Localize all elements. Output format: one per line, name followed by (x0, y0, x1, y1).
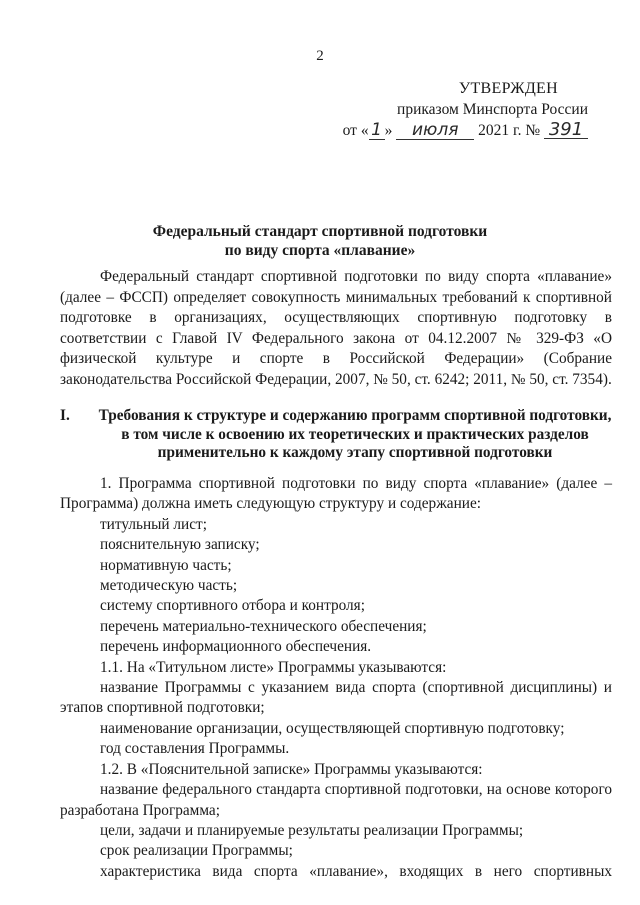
list-item: перечень материально-технического обеспечения; (100, 617, 427, 635)
list-item: титульный лист; (100, 515, 207, 533)
page-number: 2 (316, 48, 324, 64)
list-item: нормативную часть; (100, 556, 232, 574)
paragraph: 1. Программа спортивной подготовки по виду спорта «плавание» (далее – Программа) должна иметь следующую структуру и содержание: (60, 475, 612, 513)
list-item: характеристика вида спорта «плавание», входящих в него спортивных (100, 862, 612, 880)
intro-paragraph (60, 267, 612, 390)
date-year: 2021 г. № (478, 122, 541, 139)
list-item: название федерального стандарта спортивной подготовки, на основе которого разработана Программа; (60, 781, 612, 819)
intro-text: Федеральный стандарт спортивной подготовки по виду спорта «плавание» (далее – ФССП) определяет совокупность минимальных требований к спортивной подготовке в организациях, осуществляющих спортивную подготовку в соответствии с Главой IV Федерального закона от 04.12.2007 № 329-ФЗ «О физической культуре и спорте в Российской Федерации» (Собрание законодательства Российской Федерации, 2007, № 50, ст. 6242; 2011, № 50, ст. 7354). (60, 268, 612, 388)
paragraph: 1.1. На «Титульном листе» Программы указываются: (100, 658, 447, 676)
list-item: год составления Программы. (100, 740, 290, 758)
list-item: наименование организации, осуществляющей спортивную подготовку; (100, 719, 565, 737)
section-title-line-3: применительно к каждому этапу спортивной подготовки (157, 444, 553, 461)
date-prefix: от « (342, 122, 369, 139)
list-item: срок реализации Программы; (100, 842, 293, 860)
handwritten-day: 1 (369, 122, 385, 140)
list-item: систему спортивного отбора и контроля; (100, 597, 365, 615)
section-body (60, 474, 612, 882)
list-item: цели, задачи и планируемые результаты реализации Программы; (100, 821, 524, 839)
list-item: название Программы с указанием вида спорта (спортивной дисциплины) и этапов спортивной подготовки; (60, 679, 612, 717)
list-item: пояснительную записку; (100, 536, 260, 554)
approval-stamp (343, 78, 588, 141)
section-title (98, 407, 612, 463)
section-heading (60, 407, 612, 463)
handwritten-order-number: 391 (544, 121, 588, 139)
date-close-quote: » (384, 122, 393, 139)
document-title (0, 222, 640, 260)
approval-date-line (343, 120, 588, 141)
paragraph: 1.2. В «Пояснительной записке» Программы указываются: (100, 760, 483, 778)
handwritten-month: июля (396, 122, 474, 140)
section-title-line-1: Требования к структуре и содержанию программ спортивной подготовки, (98, 407, 612, 424)
title-line-2: по виду спорта «плавание» (224, 242, 416, 259)
approval-order-line: приказом Минспорта России (397, 101, 588, 118)
list-item: методическую часть; (100, 577, 238, 595)
title-line-1: Федеральный стандарт спортивной подготовки (152, 223, 488, 240)
section-title-line-2: в том числе к освоению их теоретических и практических разделов (121, 425, 589, 443)
section-number: I. (60, 407, 70, 424)
approval-heading: УТВЕРЖДЕН (458, 80, 558, 97)
list-item: перечень информационного обеспечения. (100, 638, 372, 656)
